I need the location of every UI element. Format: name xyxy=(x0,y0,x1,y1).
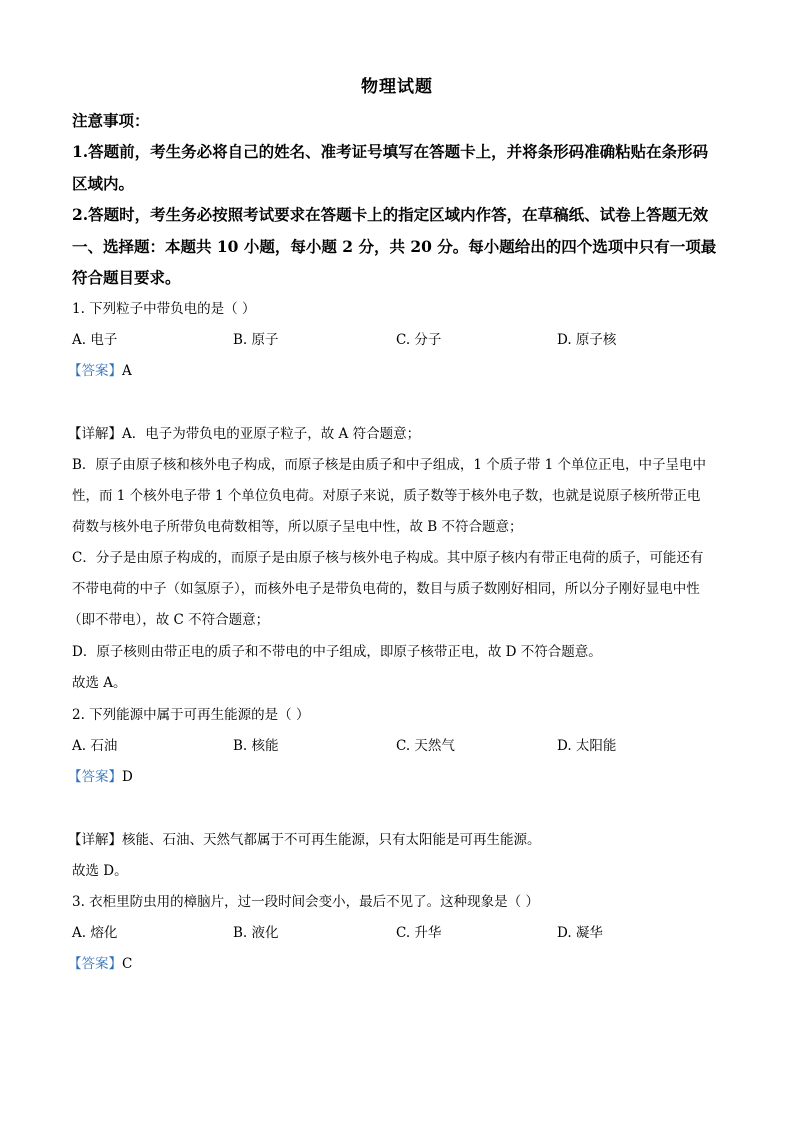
question-3-option-c: C. 升华 xyxy=(396,925,442,941)
question-1-detail-line-5: C．分子是由原子构成的，而原子是由原子核与核外电子构成。其中原子核内有带正电荷的质子，可能还有 xyxy=(72,550,704,566)
question-2-option-c: C. 天然气 xyxy=(396,738,455,754)
notice-item-1: 1.答题前，考生务必将自己的姓名、准考证号填写在答题卡上，并将条形码准确粘贴在条形码 xyxy=(72,142,709,161)
page-title: 物理试题 xyxy=(361,77,433,97)
question-1-detail-line-4: 荷数与核外电子所带负电荷数相等，所以原子呈电中性，故 B 不符合题意； xyxy=(72,519,523,535)
question-3-stem: 3. 衣柜里防虫用的樟脑片，过一段时间会变小，最后不见了。这种现象是（ ） xyxy=(72,894,539,910)
question-3-option-d: D. 凝华 xyxy=(557,925,603,941)
answer-label: 【答案】 xyxy=(68,769,122,785)
question-1-detail-line-1 xyxy=(68,422,728,442)
detail-text: A．电子为带负电的亚原子粒子，故 A 符合题意； xyxy=(122,426,421,442)
question-1-detail-line-6: 不带电荷的中子（如氢原子），而核外电子是带负电荷的，数目与质子数刚好相同，所以分子刚好显电中性 xyxy=(72,581,700,597)
section-heading: 一、选择题：本题共 10 小题，每小题 2 分，共 20 分。每小题给出的四个选项中只有一项最 xyxy=(72,237,717,256)
question-1-option-b: B. 原子 xyxy=(233,332,279,348)
question-1-conclusion: 故选 A。 xyxy=(72,675,127,691)
question-3-answer xyxy=(68,952,728,972)
detail-text: 核能、石油、天然气都属于不可再生能源，只有太阳能是可再生能源。 xyxy=(122,832,541,848)
question-2-conclusion: 故选 D。 xyxy=(72,863,128,879)
question-1-option-c: C. 分子 xyxy=(396,332,442,348)
notice-item-2: 2.答题时，考生务必按照考试要求在答题卡上的指定区域内作答，在草稿纸、试卷上答题无效 xyxy=(72,205,709,224)
question-1-detail-line-2: B．原子由原子核和核外电子构成，而原子核是由质子和中子组成，1 个质子带 1 个单位正电，中子呈电中 xyxy=(72,457,706,473)
question-2-option-b: B. 核能 xyxy=(233,738,279,754)
detail-label: 【详解】 xyxy=(68,832,122,848)
answer-value: D xyxy=(122,769,133,785)
question-1-answer xyxy=(68,359,728,379)
answer-value: A xyxy=(122,363,132,379)
question-1-detail-line-3: 性，而 1 个核外电子带 1 个单位负电荷。对原子来说，质子数等于核外电子数，也就是说原子核所带正电 xyxy=(72,488,701,504)
question-1-option-a: A. 电子 xyxy=(72,332,118,348)
question-2-detail-line-1 xyxy=(68,828,728,848)
question-1-stem: 1. 下列粒子中带负电的是（ ） xyxy=(72,301,256,317)
question-1-detail-line-7: （即不带电），故 C 不符合题意； xyxy=(68,612,270,628)
detail-label: 【详解】 xyxy=(68,426,122,442)
question-2-answer xyxy=(68,765,728,785)
question-2-option-a: A. 石油 xyxy=(72,738,118,754)
question-3-option-a: A. 熔化 xyxy=(72,925,118,941)
question-3-option-b: B. 液化 xyxy=(233,925,279,941)
answer-label: 【答案】 xyxy=(68,956,122,972)
notice-heading: 注意事项： xyxy=(72,111,150,130)
question-2-option-d: D. 太阳能 xyxy=(557,738,617,754)
section-heading-cont: 符合题目要求。 xyxy=(72,268,181,287)
question-1-detail-line-8: D．原子核则由带正电的质子和不带电的中子组成，即原子核带正电，故 D 不符合题意。 xyxy=(72,644,602,660)
answer-value: C xyxy=(122,956,133,972)
notice-item-1-cont: 区域内。 xyxy=(72,174,135,193)
question-1-option-d: D. 原子核 xyxy=(557,332,617,348)
answer-label: 【答案】 xyxy=(68,363,122,379)
question-2-stem: 2. 下列能源中属于可再生能源的是（ ） xyxy=(72,707,310,723)
